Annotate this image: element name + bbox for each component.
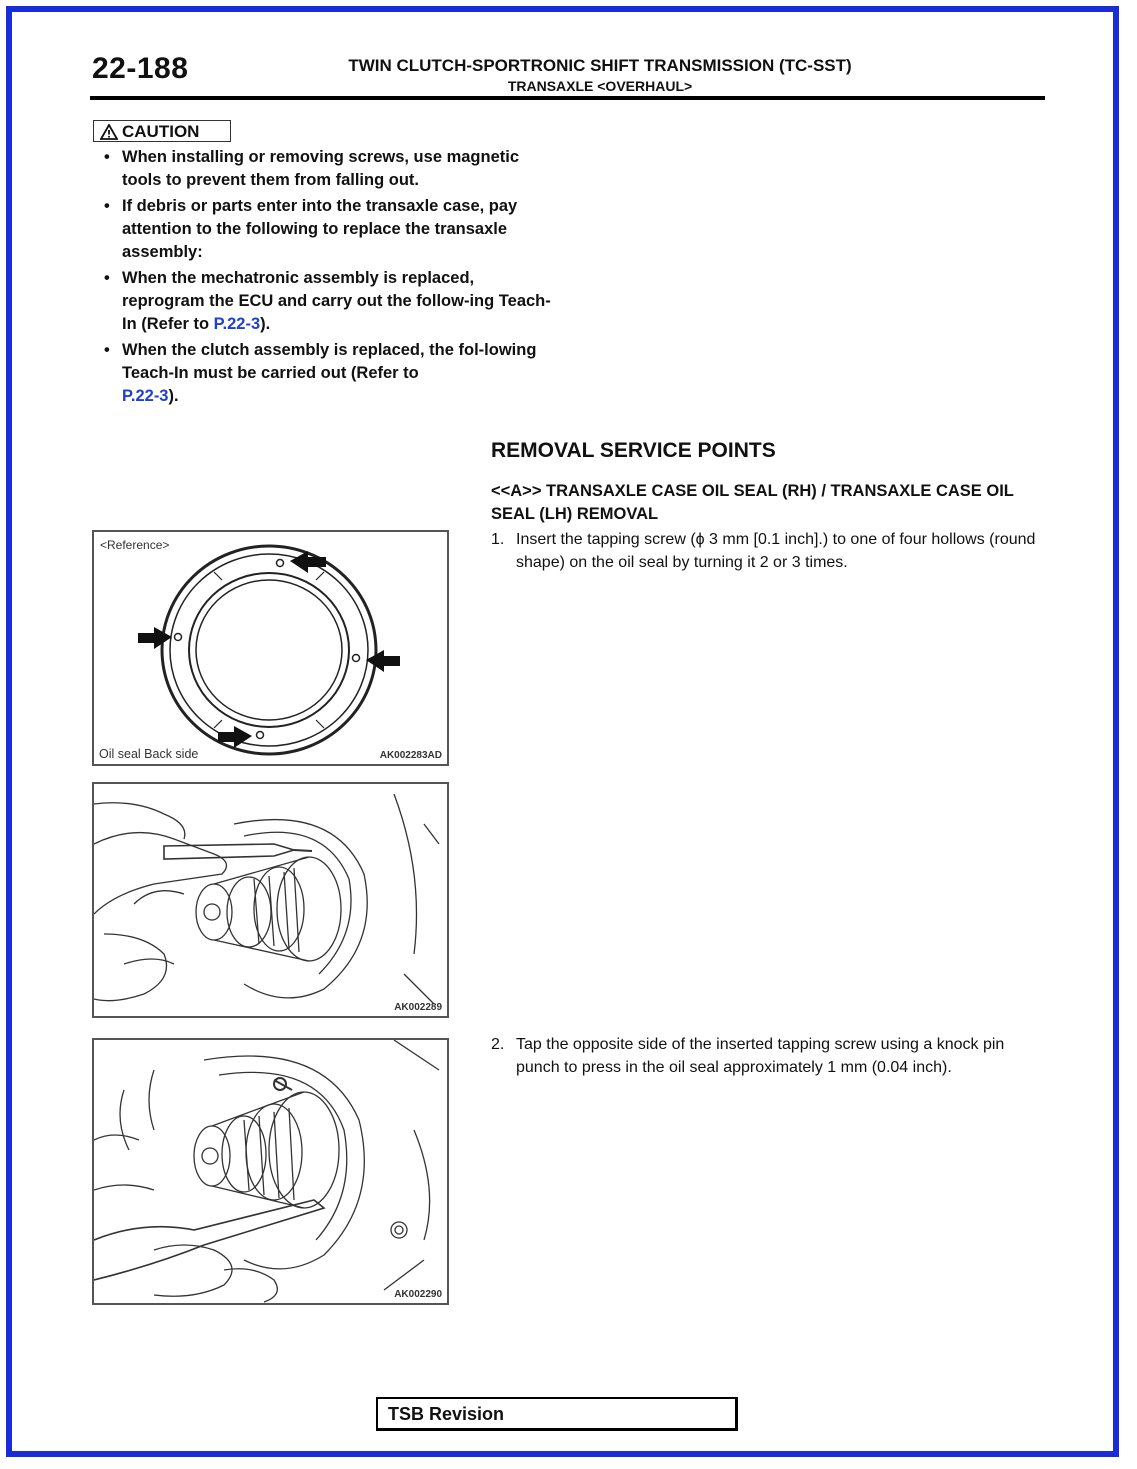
figure-reference-label: <Reference> <box>100 538 170 552</box>
reference-link[interactable]: P.22-3 <box>213 315 261 333</box>
caution-item-1: • When installing or removing screws, use magnetic tools to prevent them from falling out. <box>100 146 560 192</box>
page-number: 22-188 <box>92 52 189 85</box>
tap-punch-illustration <box>94 1040 447 1303</box>
header-title: TWIN CLUTCH-SPORTRONIC SHIFT TRANSMISSION (TC-SST) <box>348 56 852 75</box>
figure-oil-seal-back <box>92 530 449 766</box>
step-1 <box>491 528 1051 574</box>
caution-item-4: • When the clutch assembly is replaced, the fol-lowing Teach-In must be carried out (Refer to P.22-3). <box>100 339 560 408</box>
oil-seal-illustration <box>94 532 447 764</box>
figure-code: AK002283AD <box>379 750 442 761</box>
section-subtitle: <<A>> TRANSAXLE CASE OIL SEAL (RH) / TRANSAXLE CASE OIL SEAL (LH) REMOVAL <box>491 482 1014 523</box>
caution-label <box>93 120 231 142</box>
header-rule <box>90 96 1045 100</box>
figure-insert-screw <box>92 782 449 1018</box>
header-subtitle: TRANSAXLE <OVERHAUL> <box>507 78 693 94</box>
caution-label-text: CAUTION <box>122 122 200 141</box>
figure-code: AK002290 <box>394 1289 442 1300</box>
caution-item-2: • If debris or parts enter into the transaxle case, pay attention to the following to replace the transaxle assembly: <box>100 195 560 264</box>
figure-code: AK002289 <box>394 1002 442 1013</box>
figure-caption: Oil seal Back side <box>99 747 199 761</box>
reference-link[interactable]: P.22-3 <box>122 387 169 405</box>
caution-item-3: • When the mechatronic assembly is replaced, reprogram the ECU and carry out the follow-ing Teach-In (Refer to P.22-3). <box>100 267 560 336</box>
step-number: 2. <box>491 1036 505 1053</box>
step-2 <box>491 1033 1046 1079</box>
warning-triangle-icon <box>100 124 118 146</box>
figure-tap-punch <box>92 1038 449 1305</box>
step-text: Tap the opposite side of the inserted tapping screw using a knock pin punch to press in the oil seal approximately 1 mm (0.04 inch). <box>516 1036 1005 1076</box>
step-number: 1. <box>491 531 505 548</box>
insert-screw-illustration <box>94 784 447 1016</box>
step-text: Insert the tapping screw (ϕ 3 mm [0.1 inch].) to one of four hollows (round shape) on the oil seal by turning it 2 or 3 times. <box>516 531 1036 571</box>
section-title: REMOVAL SERVICE POINTS <box>491 439 776 462</box>
tsb-revision-box: TSB Revision <box>376 1397 738 1431</box>
caution-list <box>100 146 560 411</box>
